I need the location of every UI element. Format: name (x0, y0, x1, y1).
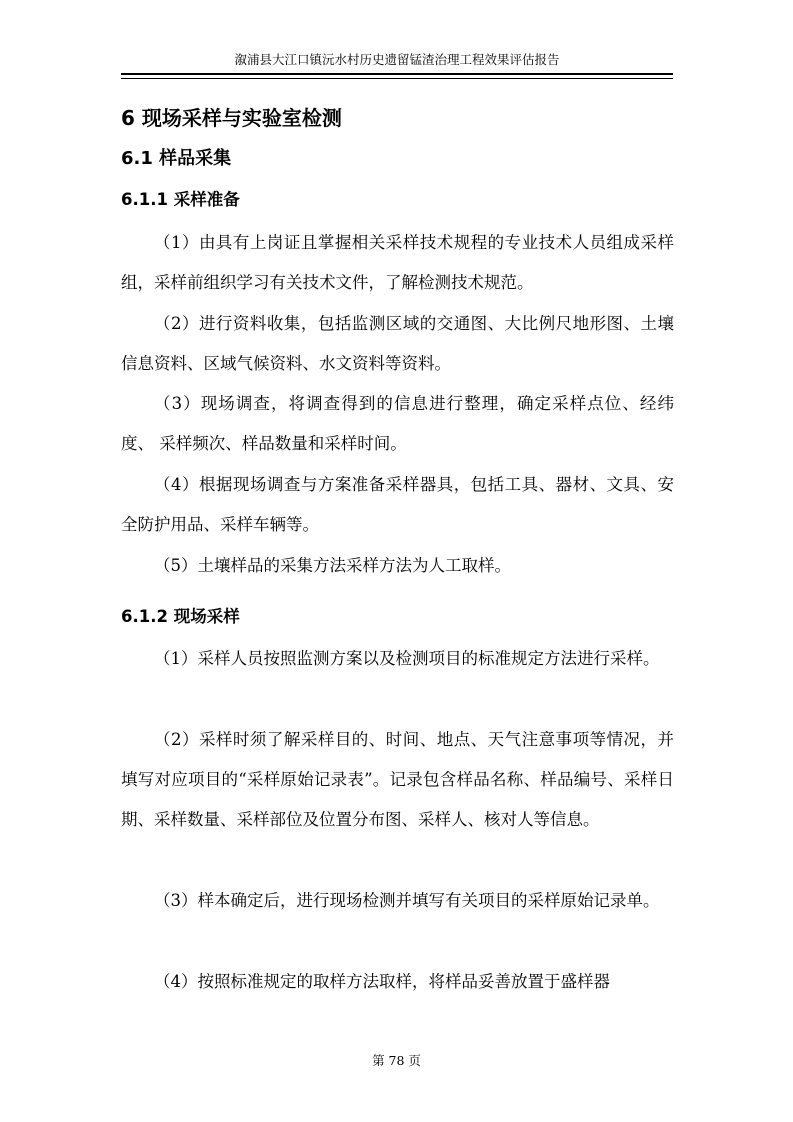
chapter-heading: 6 现场采样与实验室检测 (121, 106, 342, 130)
paragraph-prep-4: （4）根据现场调查与方案准备采样器具，包括工具、器材、文具、安全防护用品、采样车辆等。 (121, 475, 674, 534)
running-header: 溆浦县大江口镇沅水村历史遗留锰渣治理工程效果评估报告 (234, 52, 560, 67)
subsection-heading-preparation: 6.1.1 采样准备 (121, 190, 240, 209)
paragraph-sampling-4: （4）按照标准规定的取样方法取样，将样品妥善放置于盛样器 (154, 972, 610, 991)
paragraph-prep-1: （1）由具有上岗证且掌握相关采样技术规程的专业技术人员组成采样组，采样前组织学习有关技术文件，了解检测技术规范。 (121, 233, 674, 292)
paragraph-prep-5: （5）土壤样品的采集方法采样方法为人工取样。 (154, 556, 511, 575)
paragraph-sampling-3: （3）样本确定后，进行现场检测并填写有关项目的采样原始记录单。 (154, 891, 660, 910)
paragraph-sampling-2: （2）采样时须了解采样目的、时间、地点、天气注意事项等情况，并 填写对应项目的“采样原始记录表”。记录包含样品名称、样品编号、采样日期、采样数量、采样部位及位置分布图、采样人、核对人等信息。 (121, 730, 674, 829)
header-rule-thick (121, 73, 673, 75)
paragraph-prep-3: （3）现场调查，将调查得到的信息进行整理，确定采样点位、经纬度、 采样频次、样品数量和采样时间。 (121, 394, 674, 453)
paragraph-sampling-1: （1）采样人员按照监测方案以及检测项目的标准规定方法进行采样。 (154, 649, 660, 668)
section-heading: 6.1 样品采集 (121, 148, 232, 169)
subsection-heading-sampling: 6.1.2 现场采样 (121, 607, 240, 626)
header-rule-thin (121, 78, 673, 79)
page-number: 第 78 页 (372, 1053, 421, 1068)
paragraph-prep-2: （2）进行资料收集，包括监测区域的交通图、大比例尺地形图、土壤 信息资料、区域气候资料、水文资料等资料。 (121, 314, 674, 373)
